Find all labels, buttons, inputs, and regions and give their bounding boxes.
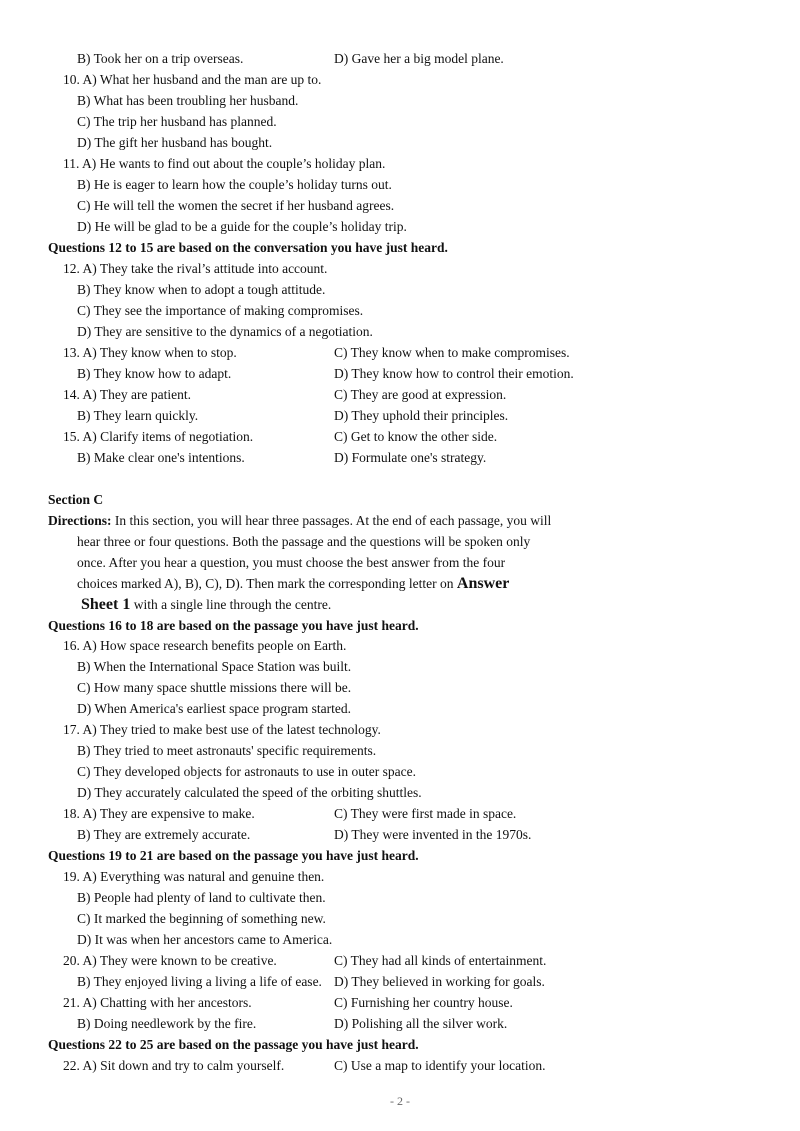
directions-text-5: with a single line through the centre. (133, 597, 332, 612)
directions-text-1: In this section, you will hear three passages. At the end of each passage, you will (114, 513, 552, 528)
q18-option-d: D) They were invented in the 1970s. (334, 827, 532, 842)
q17-option-c: C) They developed objects for astronauts to use in outer space. (77, 764, 417, 779)
q11-option-b: B) He is eager to learn how the couple’s holiday turns out. (77, 177, 392, 192)
q19-option-a: 19. A) Everything was natural and genuine then. (63, 869, 325, 884)
q14-option-a: 14. A) They are patient. (63, 387, 191, 402)
q14-option-b: B) They learn quickly. (77, 408, 199, 423)
q15-option-a: 15. A) Clarify items of negotiation. (63, 429, 254, 444)
q22-option-c: C) Use a map to identify your location. (334, 1058, 546, 1073)
q20-option-d: D) They believed in working for goals. (334, 974, 545, 989)
q20-option-b: B) They enjoyed living a living a life of ease. (77, 974, 322, 989)
directions-line-5 (81, 597, 331, 613)
q17-option-a: 17. A) They tried to make best use of the latest technology. (63, 722, 381, 737)
q13-option-c: C) They know when to make compromises. (334, 345, 570, 360)
q15-option-d: D) Formulate one's strategy. (334, 450, 487, 465)
q15-option-b: B) Make clear one's intentions. (77, 450, 245, 465)
q19-option-d: D) It was when her ancestors came to America. (77, 932, 333, 947)
section-heading-16-18: Questions 16 to 18 are based on the passage you have just heard. (48, 618, 419, 633)
directions-line-1 (48, 513, 551, 529)
directions-line-3: once. After you hear a question, you must choose the best answer from the four (77, 555, 506, 570)
q16-option-b: B) When the International Space Station was built. (77, 659, 352, 674)
q15-option-c: C) Get to know the other side. (334, 429, 498, 444)
q21-option-c: C) Furnishing her country house. (334, 995, 513, 1010)
q10-option-d: D) The gift her husband has bought. (77, 135, 273, 150)
q14-option-d: D) They uphold their principles. (334, 408, 509, 423)
directions-line-2: hear three or four questions. Both the passage and the questions will be spoken only (77, 534, 531, 549)
directions-line-4 (77, 576, 509, 592)
q13-option-a: 13. A) They know when to stop. (63, 345, 237, 360)
q21-option-b: B) Doing needlework by the fire. (77, 1016, 257, 1031)
q16-option-d: D) When America's earliest space program started. (77, 701, 351, 716)
q12-option-a: 12. A) They take the rival’s attitude into account. (63, 261, 328, 276)
answer-word: Answer (456, 575, 510, 592)
q18-option-a: 18. A) They are expensive to make. (63, 806, 255, 821)
q22-option-a: 22. A) Sit down and try to calm yourself. (63, 1058, 285, 1073)
section-heading-22-25: Questions 22 to 25 are based on the passage you have just heard. (48, 1037, 419, 1052)
q19-option-b: B) People had plenty of land to cultivate then. (77, 890, 326, 905)
q9-option-d: D) Gave her a big model plane. (334, 51, 504, 66)
directions-text-4: choices marked A), B), C), D). Then mark the corresponding letter on (77, 576, 454, 591)
sheet-word: Sheet 1 (81, 596, 131, 613)
q12-option-d: D) They are sensitive to the dynamics of a negotiation. (77, 324, 373, 339)
q11-option-d: D) He will be glad to be a guide for the couple’s holiday trip. (77, 219, 407, 234)
page-number: - 2 - (390, 1094, 410, 1108)
q10-option-b: B) What has been troubling her husband. (77, 93, 299, 108)
q20-option-c: C) They had all kinds of entertainment. (334, 953, 547, 968)
q18-option-b: B) They are extremely accurate. (77, 827, 251, 842)
q13-option-d: D) They know how to control their emotion. (334, 366, 574, 381)
q21-option-d: D) Polishing all the silver work. (334, 1016, 508, 1031)
q16-option-c: C) How many space shuttle missions there will be. (77, 680, 352, 695)
q20-option-a: 20. A) They were known to be creative. (63, 953, 277, 968)
section-heading-19-21: Questions 19 to 21 are based on the passage you have just heard. (48, 848, 419, 863)
q17-option-d: D) They accurately calculated the speed of the orbiting shuttles. (77, 785, 422, 800)
q19-option-c: C) It marked the beginning of something new. (77, 911, 326, 926)
q18-option-c: C) They were first made in space. (334, 806, 517, 821)
section-c-title: Section C (48, 492, 104, 507)
q14-option-c: C) They are good at expression. (334, 387, 507, 402)
q11-option-c: C) He will tell the women the secret if her husband agrees. (77, 198, 395, 213)
q17-option-b: B) They tried to meet astronauts' specific requirements. (77, 743, 377, 758)
q13-option-b: B) They know how to adapt. (77, 366, 232, 381)
section-heading-12-15: Questions 12 to 15 are based on the conversation you have just heard. (48, 240, 448, 255)
q9-option-b: B) Took her on a trip overseas. (77, 51, 244, 66)
q10-option-c: C) The trip her husband has planned. (77, 114, 277, 129)
q12-option-c: C) They see the importance of making compromises. (77, 303, 364, 318)
q16-option-a: 16. A) How space research benefits people on Earth. (63, 638, 347, 653)
directions-label: Directions: (48, 513, 112, 528)
q11-option-a: 11. A) He wants to find out about the couple’s holiday plan. (63, 156, 386, 171)
q10-option-a: 10. A) What her husband and the man are up to. (63, 72, 322, 87)
q21-option-a: 21. A) Chatting with her ancestors. (63, 995, 252, 1010)
q12-option-b: B) They know when to adopt a tough attitude. (77, 282, 326, 297)
